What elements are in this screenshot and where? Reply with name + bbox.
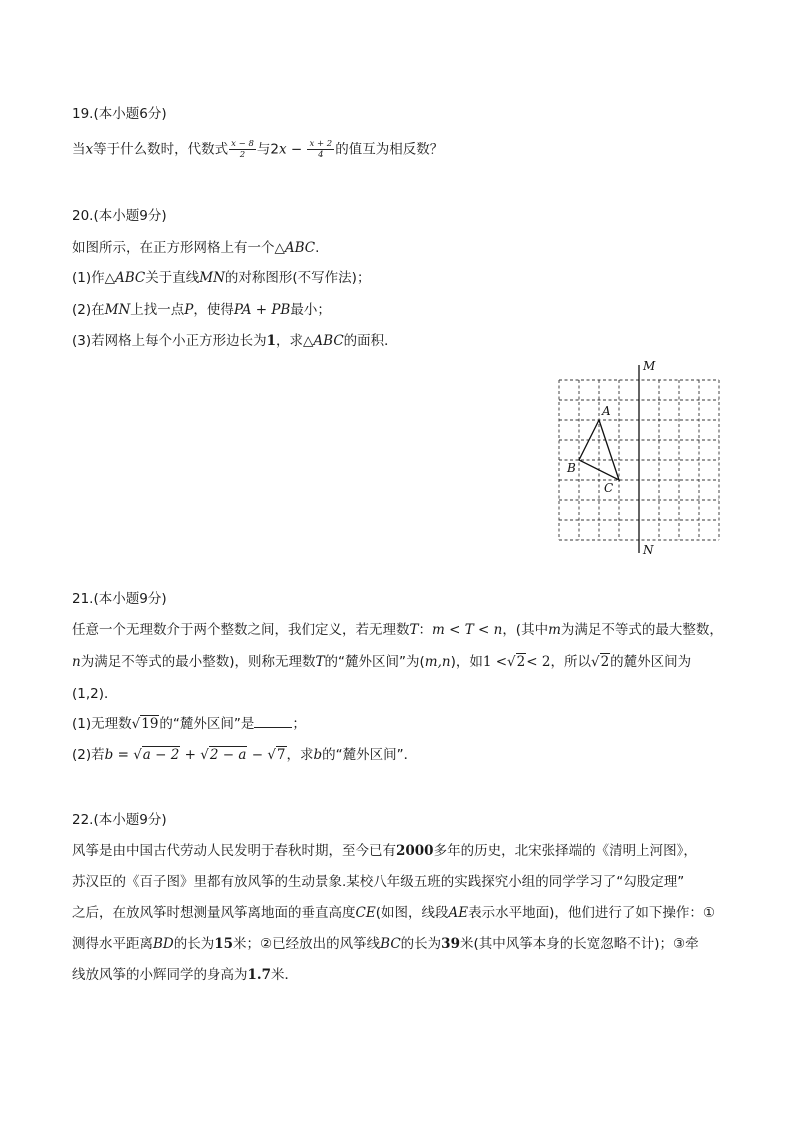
radicand: a − 2 [142, 747, 180, 763]
q21-text: ： [418, 622, 433, 638]
q21-text: ； [292, 716, 306, 732]
q20-text: 最小； [290, 302, 331, 318]
q19-frac2-num: x + 2 [309, 139, 333, 149]
q21-text: 的“麓外区间”为( [324, 654, 425, 670]
q20-intro [72, 238, 319, 258]
q19-text-part: 当 [72, 141, 86, 158]
sqrt-19: √19 [131, 716, 159, 732]
q22-number: 2000 [396, 843, 434, 859]
q21-text: ，(其中 [502, 622, 549, 638]
q20-header: 20.(本小题9分) [72, 208, 167, 224]
sqrt-2: √2 [590, 654, 610, 670]
q21-text: 的“麓外区间”是 [159, 716, 255, 732]
q20-math: PA + PB [233, 302, 291, 318]
q19-header: 19.(本小题6分) [72, 106, 167, 122]
q21-line-1 [72, 620, 723, 640]
sqrt-7: √7 [267, 747, 286, 763]
q22-number: 15 [214, 936, 234, 952]
q21-math: T [315, 654, 325, 670]
grid-figure [552, 355, 732, 560]
answer-blank [254, 715, 292, 728]
q21-text: ，所以 [550, 654, 591, 670]
q21-math: 1 < [482, 654, 508, 670]
radicand: 2 [516, 654, 526, 670]
q22-text: 表示水平地面)，他们进行了如下操作：① [468, 905, 715, 921]
q20-text: 如图所示，在正方形网格上有一个 [72, 240, 275, 256]
q20-text: ，使得 [193, 302, 234, 318]
q22-line-5 [72, 965, 298, 985]
sqrt-2: √2 [507, 654, 526, 670]
triangle-symbol: △ [104, 270, 116, 286]
q22-text: 多年的历史，北宋张择端的《清明上河图》， [433, 843, 697, 859]
q21-text: 为满足不等式的最小整数)，则称无理数 [80, 654, 316, 670]
q22-text: 的长为 [173, 936, 215, 952]
q22-number: 1.7 [247, 967, 271, 983]
q19-fraction-1 [229, 139, 256, 160]
triangle-symbol: △ [274, 240, 285, 256]
q19-frac2-den: 4 [318, 150, 324, 160]
q21-text: )，如 [450, 654, 483, 670]
q21-math: b [313, 747, 323, 763]
q20-math: ABC [313, 333, 344, 349]
q22-number: 39 [441, 936, 460, 952]
q19-text-part: − [286, 141, 307, 158]
sqrt-2-minus-a: √2 − a [200, 747, 247, 763]
q20-text: (1)作 [72, 270, 105, 286]
q22-text: 之后，在放风筝时想测量风筝离地面的垂直高度 [72, 905, 356, 921]
q22-line-3 [72, 903, 715, 923]
q19-fraction-2 [307, 139, 334, 160]
q22-text: 风筝是由中国古代劳动人民发明于春秋时期，至今已有 [72, 843, 396, 859]
q20-step-3 [72, 331, 398, 351]
q22-line-1 [72, 841, 697, 861]
q19-frac1-num: x − 8 [231, 139, 254, 149]
q21-text: ，求 [286, 747, 314, 763]
q19-var-x: x [278, 141, 287, 158]
q21-text: 的麓外区间为 [610, 654, 692, 670]
q21-text: (2)若 [72, 747, 105, 763]
q22-header: 22.(本小题9分) [72, 812, 167, 828]
q21-math: + [180, 747, 201, 763]
radicand: 7 [276, 747, 286, 763]
q19-text [72, 139, 443, 160]
q21-math: m < T < n [432, 622, 503, 638]
triangle-symbol: △ [303, 333, 314, 349]
q20-text: 的对称图形(不写作法)； [224, 270, 371, 286]
label-m: M [643, 359, 656, 373]
q21-step-2 [72, 745, 417, 765]
q20-text: 的面积． [343, 333, 398, 349]
q19-var-x: x [85, 141, 94, 158]
q21-line-3: (1,2)． [72, 686, 118, 702]
label-n: N [643, 543, 654, 557]
q22-text: 线放风筝的小辉同学的身高为 [72, 967, 248, 983]
label-b: B [567, 461, 576, 475]
q21-math: = [113, 747, 134, 763]
q21-math: T [409, 622, 419, 638]
q21-header: 21.(本小题9分) [72, 591, 167, 607]
q20-text: 关于直线 [145, 270, 200, 286]
q21-line-2 [72, 652, 691, 672]
q22-text: 米；②已经放出的风筝线 [233, 936, 381, 952]
q20-math: ABC [115, 270, 146, 286]
q22-text: (如图，线段 [375, 905, 449, 921]
q22-line-4 [72, 934, 699, 954]
q20-math: ABC [284, 240, 316, 256]
q19-frac1-den: 2 [239, 150, 246, 160]
q21-math: < 2 [526, 654, 551, 670]
q21-step-1 [72, 714, 306, 734]
q20-text: ，求 [276, 333, 304, 349]
q22-line-2: 苏汉臣的《百子图》里都有放风筝的生动景象.某校八年级五班的实践探究小组的同学学习了“勾股定理” [72, 874, 685, 890]
q20-text: (3)若网格上每个小正方形边长为 [72, 333, 267, 349]
radicand: 2 − a [209, 747, 247, 763]
q20-text: 上找一点 [130, 302, 185, 318]
q20-math: MN [199, 270, 225, 286]
q22-text: 测得水平距离 [72, 936, 153, 952]
q22-text: 的长为 [400, 936, 442, 952]
q20-math: 1 [266, 333, 277, 349]
q22-math: BC [380, 936, 401, 952]
q19-text-part: 与2 [256, 141, 279, 158]
q19-text-part: 等于什么数时，代数式 [93, 141, 229, 158]
q21-text: 为满足不等式的最大整数， [560, 622, 723, 638]
q21-math: b [104, 747, 114, 763]
sqrt-a-minus-2: √a − 2 [133, 747, 180, 763]
q21-math: − [247, 747, 268, 763]
q21-text: 的“麓外区间”． [322, 747, 418, 763]
radicand: 19 [141, 716, 159, 732]
q20-step-1 [72, 268, 370, 288]
q22-text: 米． [271, 967, 298, 983]
q21-math: m,n [424, 654, 451, 670]
q20-text: (2)在 [72, 302, 105, 318]
label-a: A [602, 404, 611, 418]
q21-math: m [548, 622, 561, 638]
q19-text-part: 的值互为相反数？ [335, 141, 444, 158]
q20-math: P [184, 302, 194, 318]
q21-text: (1)无理数 [72, 716, 132, 732]
q22-math: BD [153, 936, 174, 952]
q20-step-2 [72, 300, 331, 320]
q21-math: n [72, 654, 81, 670]
label-c: C [604, 481, 614, 495]
q22-text: 米(其中风筝本身的长宽忽略不计)；③牵 [459, 936, 699, 952]
q21-text: 任意一个无理数介于两个整数之间，我们定义，若无理数 [72, 622, 410, 638]
radicand: 2 [600, 654, 610, 670]
q22-math: AE [448, 905, 469, 921]
q20-math: MN [104, 302, 131, 318]
q20-text: . [315, 240, 320, 256]
q22-math: CE [355, 905, 376, 921]
